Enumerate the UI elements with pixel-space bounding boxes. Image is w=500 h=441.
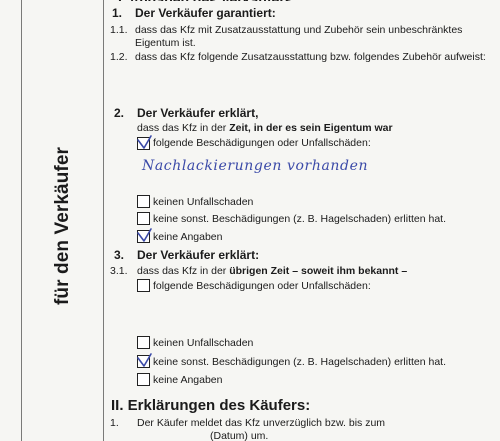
section1-title: Der Verkäufer garantiert: (135, 6, 276, 20)
section3-number: 3. (114, 248, 125, 262)
checkbox-s3-no-other[interactable] (137, 355, 150, 368)
buyer-item-1-text: Der Käufer meldet das Kfz unverzüglich bzw. bis zum (137, 417, 386, 429)
buyer-item-1-line2: (Datum) um. (210, 430, 269, 441)
section-header (118, 0, 297, 1)
s3-no-accident-label: keinen Unfallschaden (153, 337, 254, 349)
section2-title: Der Verkäufer erklärt, (137, 106, 259, 120)
checkbox-s2-damage[interactable] (137, 137, 150, 150)
checkmark-icon (136, 135, 153, 152)
item-1-1-number: 1.1. (110, 24, 128, 36)
s3-damage-label: folgende Beschädigungen oder Unfallschäden: (153, 280, 371, 292)
section3-title: Der Verkäufer erklärt: (137, 248, 260, 262)
s3-no-info-label: keine Angaben (153, 374, 223, 386)
item-1-1-line1: dass das Kfz mit Zusatzausstattung und Zubehör sein unbeschränktes (135, 24, 463, 36)
s3-no-other-label: keine sonst. Beschädigungen (z. B. Hagelschaden) erlitten hat. (153, 356, 447, 368)
buyer-section-title: II. Erklärungen des Käufers: (111, 397, 311, 414)
sidebar-label: für den Verkäufer (52, 147, 73, 305)
checkbox-s3-no-info[interactable] (137, 373, 150, 386)
section3-subtitle: dass das Kfz in der übrigen Zeit – soweit ihm bekannt – (137, 265, 408, 277)
checkmark-icon (136, 353, 153, 370)
s2-no-other-label: keine sonst. Beschädigungen (z. B. Hagelschaden) erlitten hat. (153, 213, 447, 225)
column-divider-rule (103, 0, 104, 441)
checkbox-s3-no-accident[interactable] (137, 336, 150, 349)
checkbox-s2-no-info[interactable] (137, 230, 150, 243)
s2-no-info-label: keine Angaben (153, 231, 223, 243)
s2-damage-label: folgende Beschädigungen oder Unfallschäden: (153, 137, 371, 149)
section2-subtitle: dass das Kfz in der Zeit, in der es sein Eigentum war (137, 122, 393, 134)
buyer-item-1-number: 1. (110, 417, 119, 429)
item-1-2-number: 1.2. (110, 51, 128, 63)
checkmark-icon (136, 228, 153, 245)
checkbox-s2-no-other[interactable] (137, 212, 150, 225)
handwritten-entry: Nachlackierungen vorhanden (142, 158, 369, 174)
checkbox-s2-no-accident[interactable] (137, 195, 150, 208)
section2-number: 2. (114, 106, 125, 120)
section1-number: 1. (112, 6, 123, 20)
checkbox-s3-damage[interactable] (137, 279, 150, 292)
item-1-2-text: dass das Kfz folgende Zusatzausstattung bzw. folgendes Zubehör aufweist: (135, 51, 486, 63)
item-3-1-number: 3.1. (110, 265, 128, 277)
left-margin-rule (21, 0, 22, 441)
s2-no-accident-label: keinen Unfallschaden (153, 196, 254, 208)
item-1-1-line2: Eigentum ist. (135, 37, 196, 49)
